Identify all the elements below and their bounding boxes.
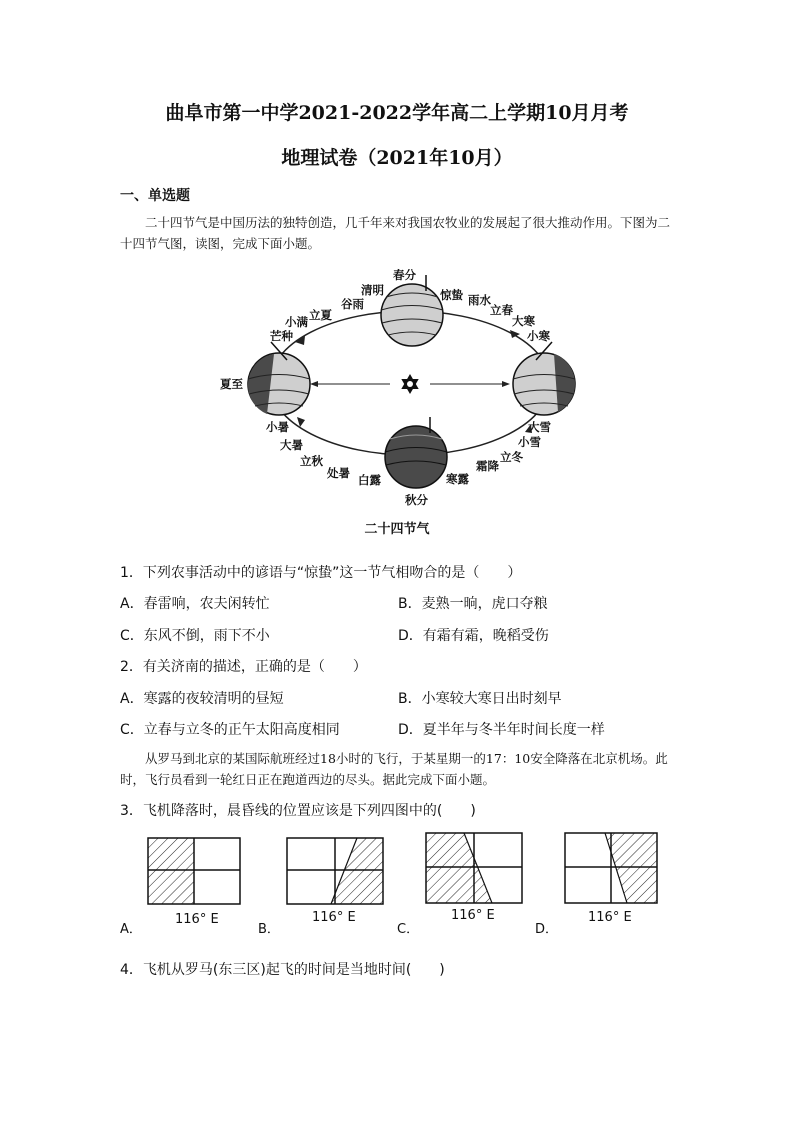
section-title: 一、单选题 <box>120 188 190 204</box>
page-title: 曲阜市第一中学2021-2022学年高二上学期10月月考 <box>165 102 629 124</box>
question-1-option-a[interactable]: A．春雷响，农夫闲转忙 <box>120 596 270 612</box>
label-xiaoman: 小满 <box>285 315 308 329</box>
question-2-option-a[interactable]: A．寒露的夜较清明的昼短 <box>120 691 284 707</box>
globe-chunfen <box>381 275 443 346</box>
label-liqiu: 立秋 <box>300 454 323 468</box>
question-2-option-b[interactable]: B．小寒较大寒日出时刻早 <box>398 691 562 707</box>
label-daxue: 大雪 <box>528 420 551 434</box>
label-xiaohan: 小寒 <box>527 329 550 343</box>
intro-paragraph: 二十四节气是中国历法的独特创造，几千年来对我国农牧业的发展起了很大推动作用。下图为二十四节气图，读图，完成下面小题。 <box>120 215 671 251</box>
q3-diagram-d <box>565 833 657 903</box>
label-lichun: 立春 <box>490 303 513 317</box>
label-shuangjiang: 霜降 <box>476 459 499 473</box>
question-1-stem: 1．下列农事活动中的谚语与“惊蛰”这一节气相吻合的是（ ） <box>120 565 522 581</box>
label-qiufen: 秋分 <box>405 493 428 507</box>
q3-diagram-c <box>426 833 522 903</box>
q3-choice-c-letter[interactable]: C． <box>397 922 420 937</box>
label-jingzhe: 惊蛰 <box>440 288 463 302</box>
label-lidong: 立冬 <box>500 450 523 464</box>
label-guyu: 谷雨 <box>341 297 364 311</box>
q3-choice-a-letter[interactable]: A． <box>120 922 142 937</box>
q3-choice-a-lon: 116° E <box>175 912 219 927</box>
label-xiazhi: 夏至 <box>220 377 243 391</box>
q3-choice-c-lon: 116° E <box>451 908 495 923</box>
label-chushu: 处暑 <box>327 466 350 480</box>
passage-2: 从罗马到北京的某国际航班经过18小时的飞行，于某星期一的17：10安全降落在北京机场。此时，飞行员看到一轮红日正在跑道西边的尽头。据此完成下面小题。 <box>120 751 668 787</box>
question-2-option-d[interactable]: D．夏半年与冬半年时间长度一样 <box>398 722 605 738</box>
question-1-option-c[interactable]: C．东风不倒，雨下不小 <box>120 628 270 644</box>
q3-choice-b-lon: 116° E <box>312 910 356 925</box>
q3-choice-b-letter[interactable]: B． <box>258 922 280 937</box>
solar-terms-diagram <box>200 262 600 512</box>
question-3-stem: 3．飞机降落时，晨昏线的位置应该是下列四图中的( ) <box>120 803 476 819</box>
question-4-stem: 4．飞机从罗马(东三区)起飞的时间是当地时间( ) <box>120 962 445 978</box>
q3-diagram-a <box>148 838 240 904</box>
question-1-option-d[interactable]: D．有霜有霜，晚稻受伤 <box>398 628 549 644</box>
label-hanlu: 寒露 <box>446 472 469 486</box>
figure-caption: 二十四节气 <box>364 522 430 537</box>
label-mangzhong: 芒种 <box>270 329 293 343</box>
page-subtitle: 地理试卷（2021年10月） <box>281 147 513 169</box>
sun-icon <box>401 374 418 394</box>
q3-choice-d-letter[interactable]: D． <box>535 922 559 937</box>
question-2-option-c[interactable]: C．立春与立冬的正午太阳高度相同 <box>120 722 340 738</box>
question-1-option-b[interactable]: B．麦熟一晌，虎口夺粮 <box>398 596 548 612</box>
label-xiaoshu: 小暑 <box>266 420 289 434</box>
label-bailu: 白露 <box>358 473 381 487</box>
globe-qiufen <box>385 417 447 488</box>
globe-xiazhi <box>248 342 310 415</box>
globe-dongzhi <box>513 342 575 415</box>
label-xiaoxue: 小雪 <box>518 435 541 449</box>
label-dashu: 大暑 <box>280 438 303 452</box>
q3-choice-d-lon: 116° E <box>588 910 632 925</box>
label-chunfen: 春分 <box>393 268 416 282</box>
label-qingming: 清明 <box>361 283 384 297</box>
question-2-stem: 2．有关济南的描述，正确的是（ ） <box>120 659 367 675</box>
label-dahan: 大寒 <box>512 314 535 328</box>
label-lixia: 立夏 <box>309 308 332 322</box>
label-yushui: 雨水 <box>468 293 491 307</box>
q3-diagram-b <box>287 838 383 904</box>
